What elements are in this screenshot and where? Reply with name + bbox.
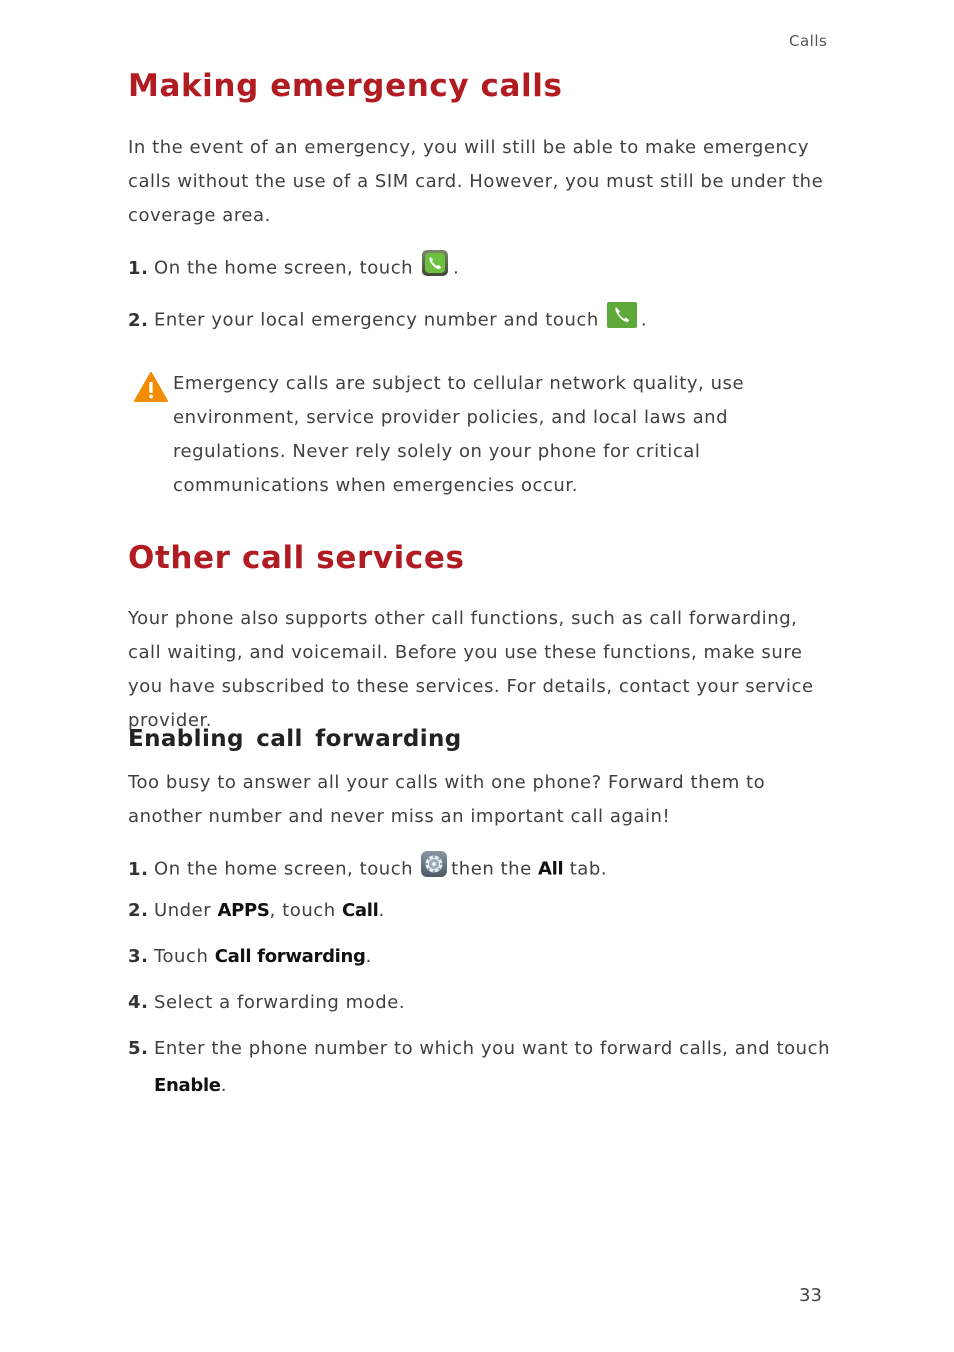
forwarding-step-1: 1. On the home screen, touch then the All tab. (128, 853, 607, 886)
call-forwarding-intro: Too busy to answer all your calls with one phone? Forward them to another number and never miss an important call again! (128, 772, 766, 827)
forwarding-step-4: 4. Select a forwarding mode. (128, 992, 406, 1013)
emergency-step-2: 2. Enter your local emergency number and touch . (128, 304, 647, 337)
settings-icon (421, 851, 447, 884)
dial-call-icon (607, 302, 637, 335)
forwarding-step-3: 3. Touch Call forwarding. (128, 946, 372, 967)
forwarding-step-5: 5. Enter the phone number to which you want to forward calls, and touch (128, 1038, 831, 1059)
phone-app-icon (421, 249, 449, 284)
forwarding-step-5-continued: Enable. (154, 1075, 228, 1096)
forwarding-step-2: 2. Under APPS, touch Call. (128, 900, 385, 921)
warning-icon (133, 371, 169, 407)
running-header: Calls (789, 32, 828, 50)
emergency-intro: In the event of an emergency, you will still be able to make emergency calls without the use of a SIM card. However, you must still be under the coverage area. (128, 137, 824, 226)
warning-note: Emergency calls are subject to cellular network quality, use environment, service provider policies, and local laws and regulations. Never rely solely on your phone for critical communications when emergencies occur. (173, 373, 745, 496)
subsection-title-call-forwarding: Enabling call forwarding (128, 726, 462, 752)
section-title-emergency: Making emergency calls (128, 68, 563, 104)
section-title-other-services: Other call services (128, 540, 465, 576)
other-services-intro: Your phone also supports other call functions, such as call forwarding, call waiting, and voicemail. Before you use these functions, make sure you have subscribed to these services. For details, contact your service provider. (128, 608, 814, 731)
page-number: 33 (799, 1285, 822, 1306)
emergency-step-1: 1. On the home screen, touch . (128, 251, 459, 286)
